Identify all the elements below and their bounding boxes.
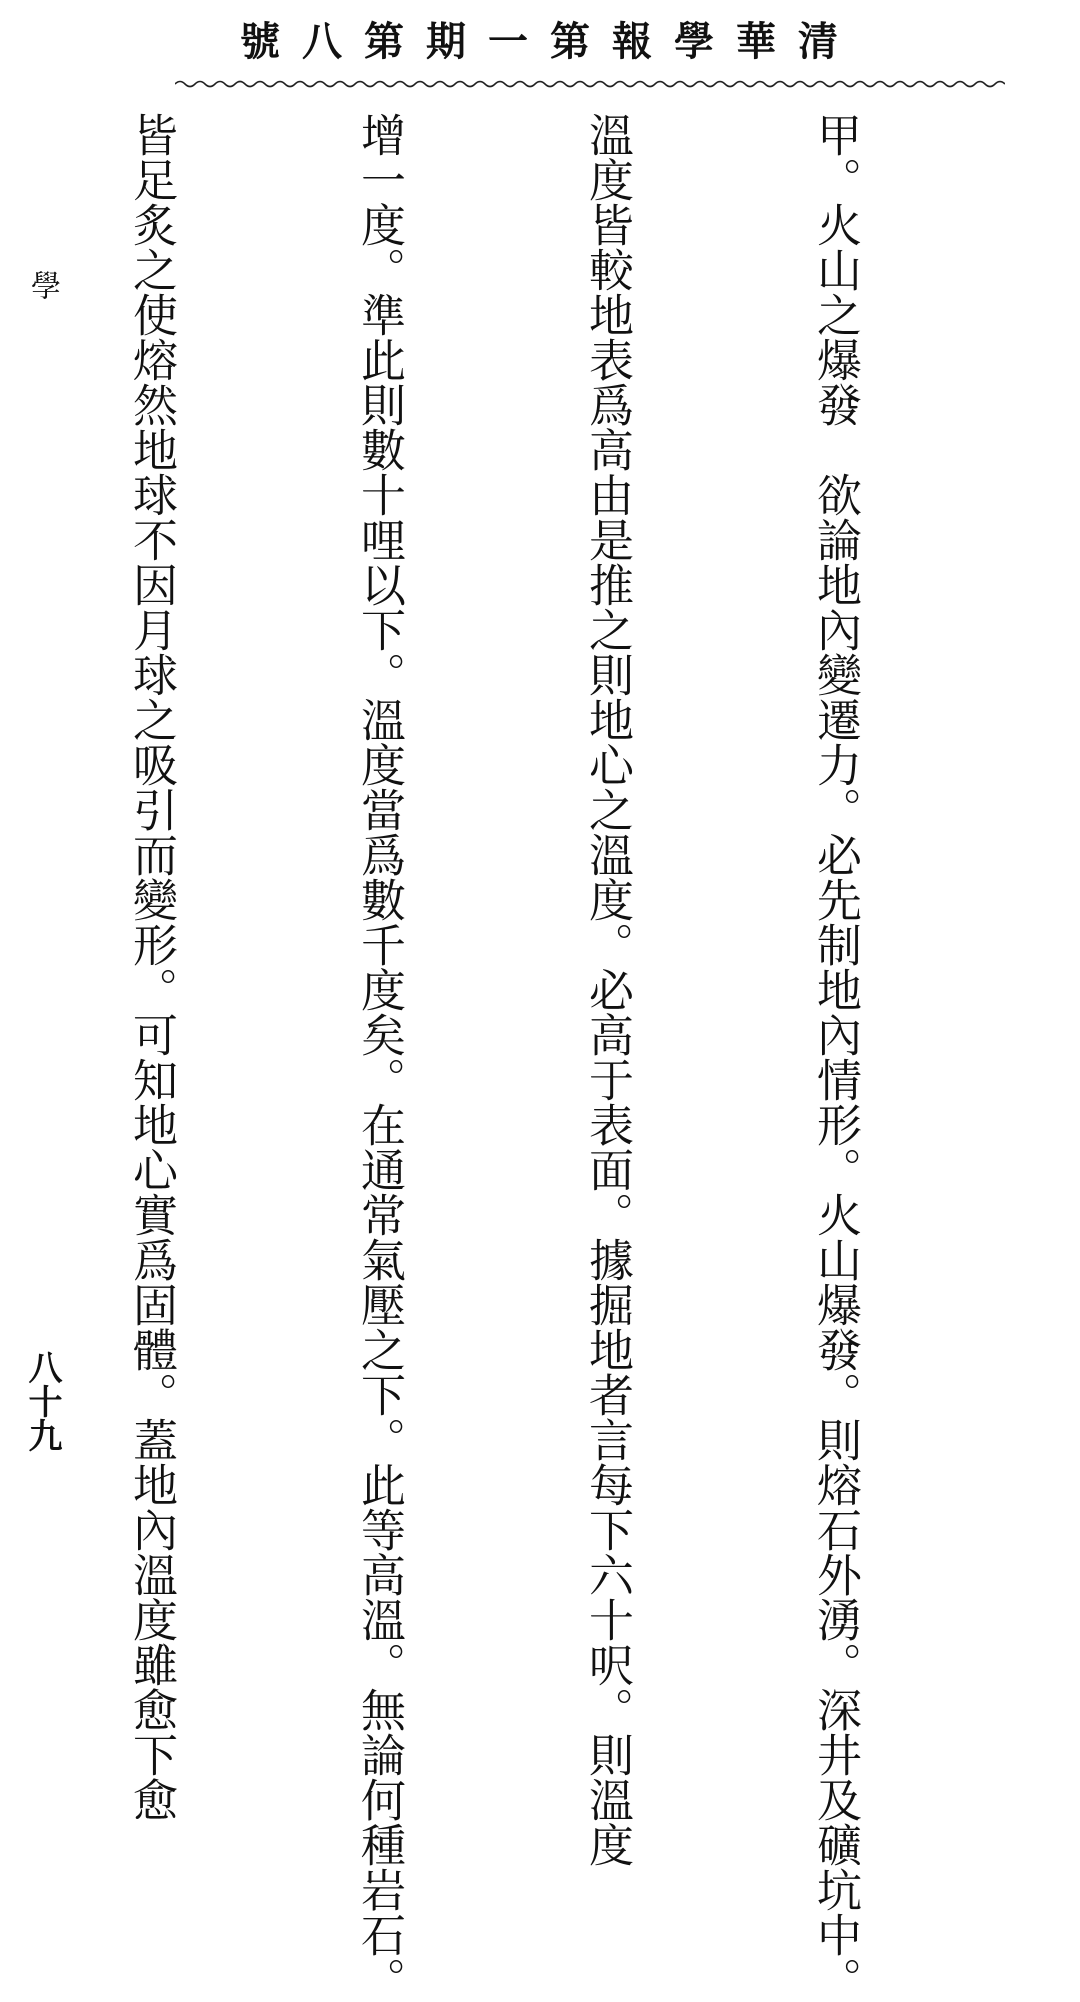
body-text: [95, 112, 1025, 2002]
section-margin-label: 學: [25, 270, 60, 300]
text-column-2: 溫度皆較地表爲高由是推之則地心之溫度。必高于表面。據掘地者言每下六十呎。則溫度: [581, 112, 634, 1867]
running-header: 清華學報第一期第八號: [240, 18, 860, 65]
text-column-4: 皆足炙之使熔然地球不因月球之吸引而變形。可知地心實爲固體。蓋地內溫度雖愈下愈: [125, 112, 178, 1822]
text-column-1: 甲。火山之爆發 欲論地內變遷力。必先制地內情形。火山爆發。則熔石外湧。深井及礦坑中。: [809, 112, 862, 2002]
wavy-divider: [175, 78, 1005, 90]
text-column-3: 增一度。準此則數十哩以下。溫度當爲數千度矣。在通常氣壓之下。此等高溫。無論何種岩石。: [353, 112, 406, 2002]
page-number: 八十九: [22, 1350, 62, 1452]
